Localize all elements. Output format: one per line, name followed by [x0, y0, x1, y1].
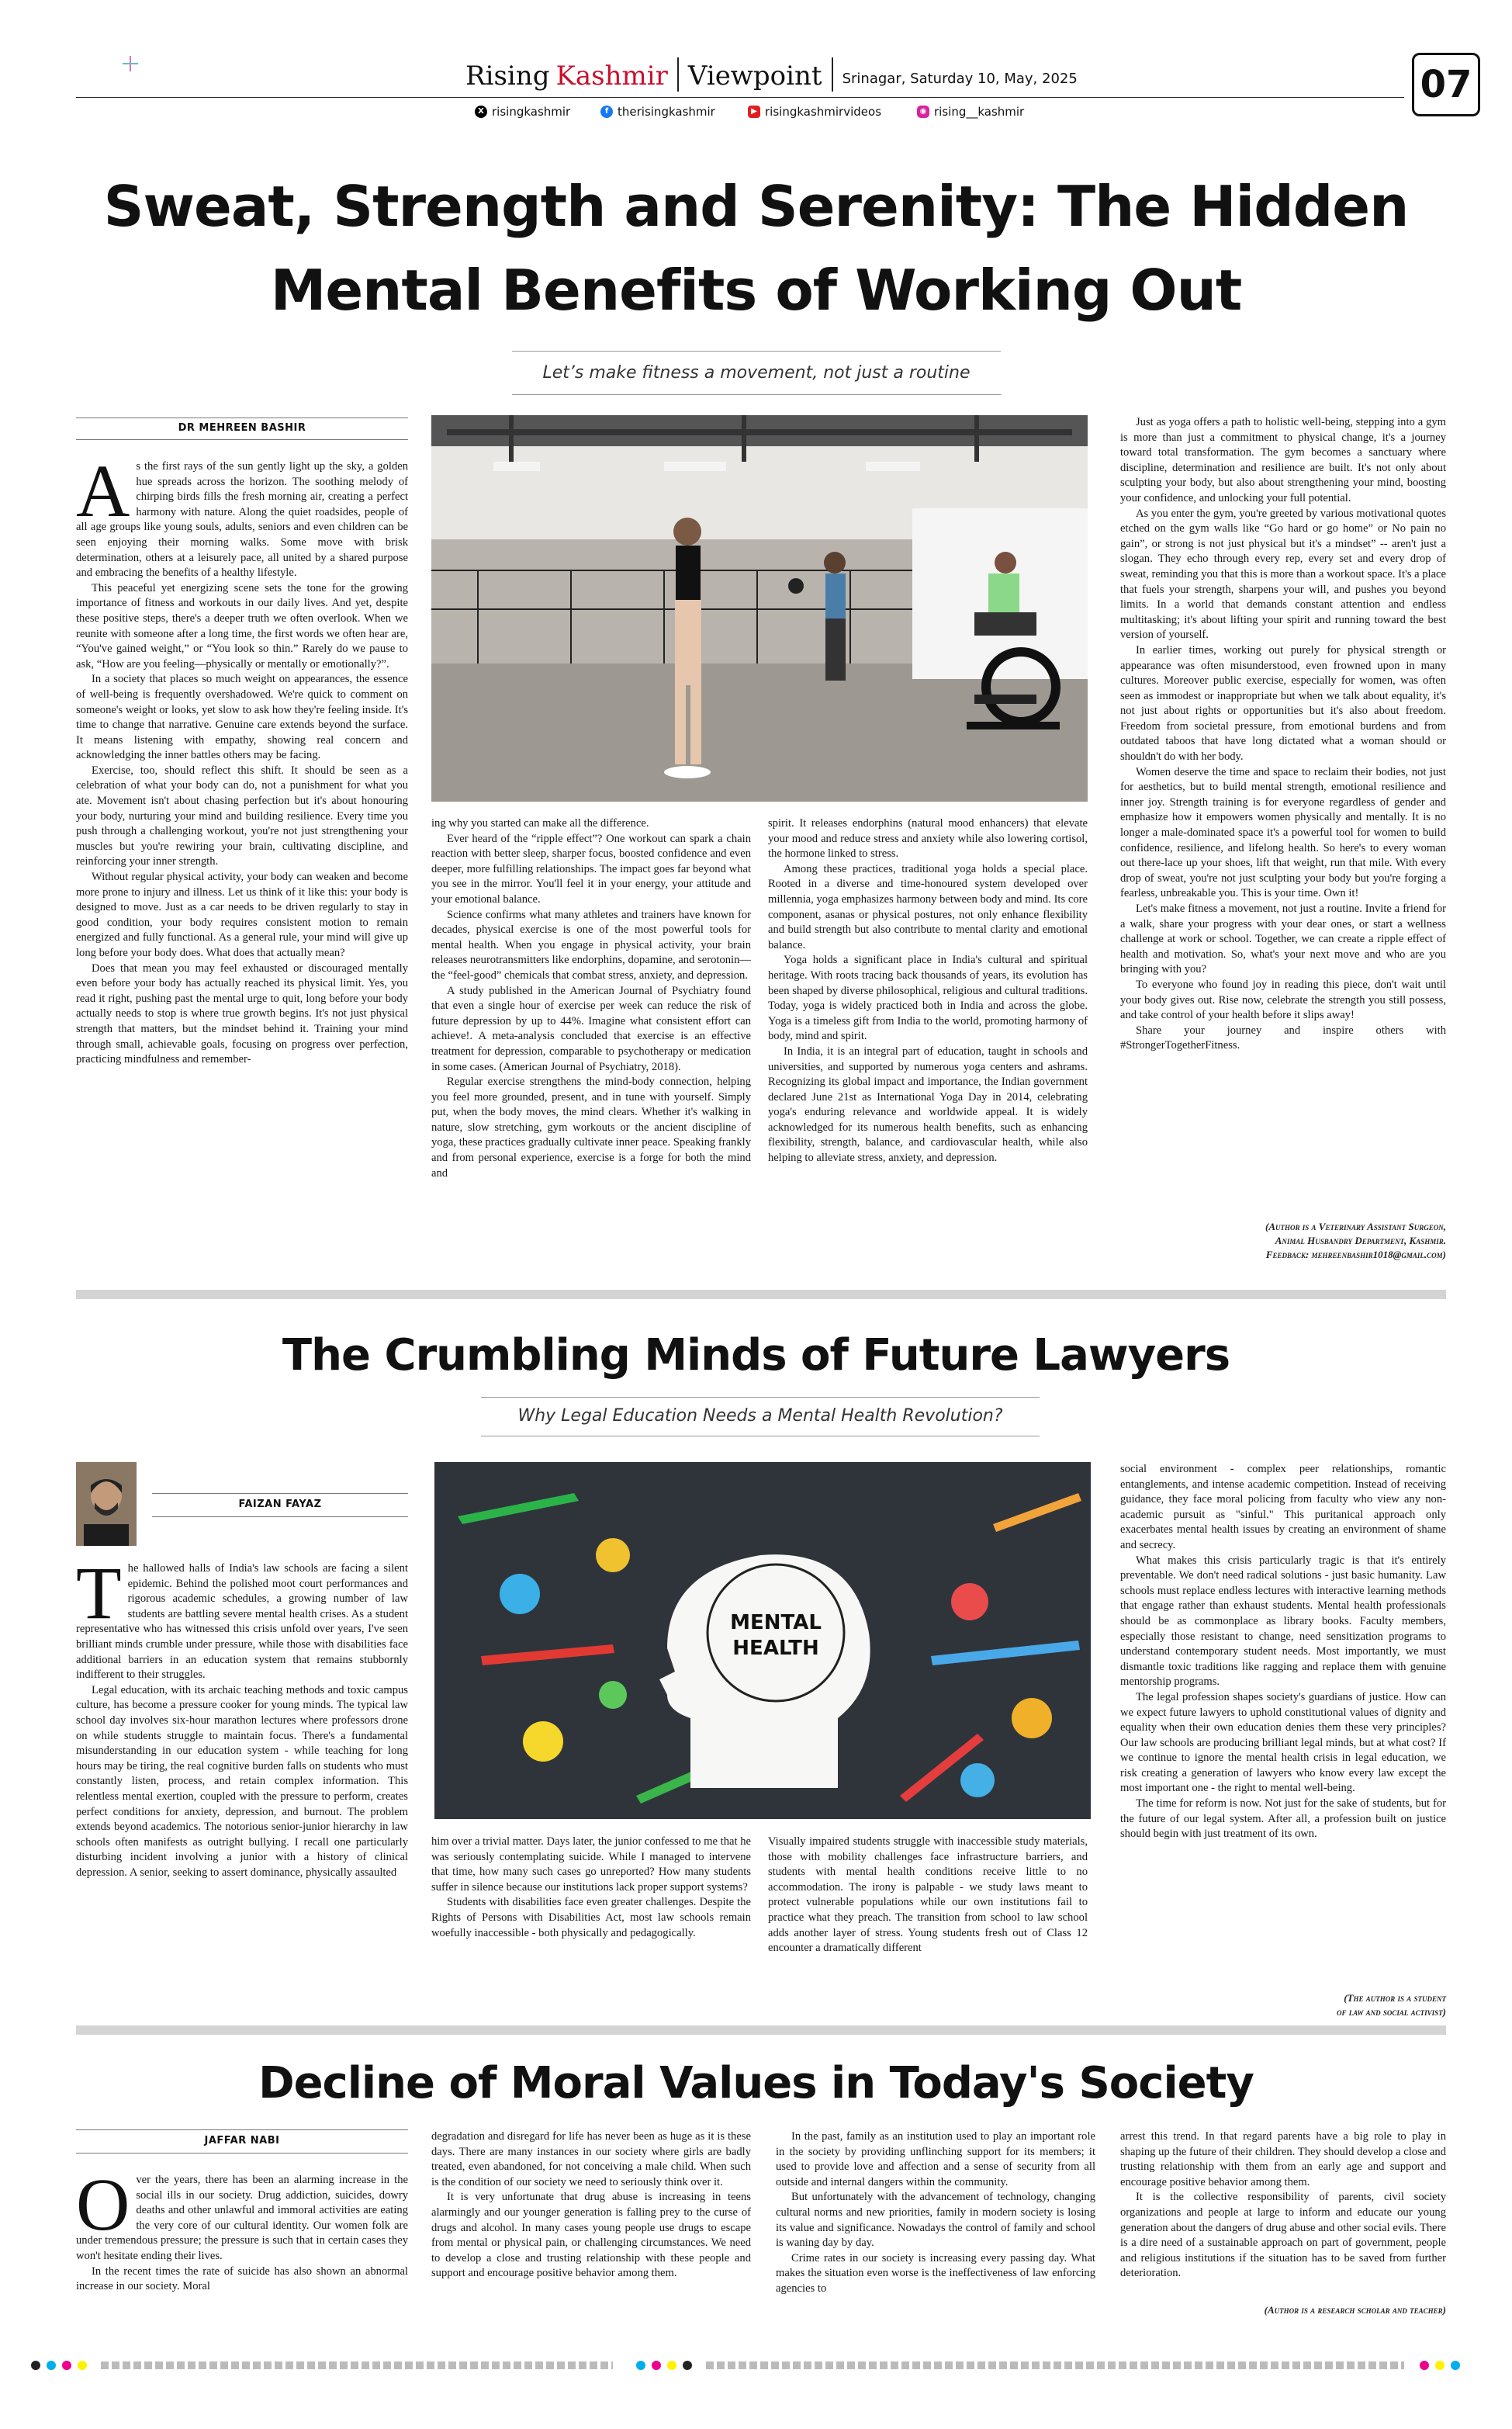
- x-icon: X: [475, 106, 487, 118]
- article3-column-4: arrest this trend. In that regard parents have a big role to play in shaping up the future of their children. They should develop a close and trusting relationship with them from an early age and support and encourage positive behavior among them. It is the collective responsibility of parents, civil society organizations and people at large to inform and educate our young generation about the dangers of drug abuse and other social evils. There is a dire need of a sustainable approach on part of government, people and religious institutions if the situation has to be saved from further deterioration.: [1120, 2130, 1446, 2280]
- color-registration-strip: [31, 2356, 1482, 2375]
- article3-column-1: Over the years, there has been an alarming increase in the social ills in our society. Drug addiction, suicides, dowry deaths and other unlawful and immoral activities are eating the very core of our cultural identity. Our women folk are under tremendous pressure; the pressure is such that in certain cases they won't hesitate ending their lives. In the recent times the rate of suicide has also shown an abnormal increase in our society. Moral: [76, 2173, 408, 2293]
- article1-subtitle: Let’s make fitness a movement, not just a routine: [542, 363, 971, 383]
- subtitle-rule: [512, 351, 1001, 352]
- reg-cyan: [47, 2361, 56, 2370]
- section-name: Viewpoint: [687, 61, 822, 92]
- byline-rule: [76, 439, 408, 440]
- article1-headline-line2: Mental Benefits of Working Out: [270, 258, 1242, 323]
- gym-photo: [431, 415, 1088, 802]
- byline-rule: [76, 2153, 408, 2154]
- article3-byline: JAFFAR NABI: [204, 2135, 280, 2147]
- gym-illustration: [431, 415, 1088, 802]
- registration-mark: [123, 56, 138, 71]
- social-x[interactable]: X risingkashmir: [475, 105, 570, 119]
- article3-dropcap: O: [76, 2173, 130, 2246]
- article3-author-note: (Author is a research scholar and teacher): [1264, 2304, 1446, 2316]
- article3-headline: Decline of Moral Values in Today's Society: [258, 2058, 1254, 2108]
- grey-scale-bar: [101, 2361, 613, 2369]
- masthead-divider: [677, 57, 679, 92]
- article1-column-1: As the first rays of the sun gently light up the sky, a golden hue spreads across the horizon. The soothing melody of chirping birds fills the fresh morning air, creating a perfect harmony with nature. Along the quiet roadsides, people of all age groups like young souls, adults, seniors and even children can be seen enjoying their morning walks. Some move with brisk determination, others at a leisurely pace, all united by a shared purpose and embracing the benefits of a healthy lifestyle. This peaceful yet energizing scene sets the tone for the growing importance of fitness and workouts in our daily lives. And yet, despite these positive steps, there's a deeper truth we often overlook. When we reunite with someone after a long time, the first words we often hear are, “You've gained weight,” or “You look so thin.” Rarely do we pause to ask, “How are you feeling—physically or mentally or emotionally?”. In a society that places so much weight on appearances, the essence of well-being is frequently overshadowed. We're quick to comment on someone's weight or looks, yet slow to ask how they're feeling inside. It's time to change that narrative. Genuine care extends beyond the surface. It means listening with empathy, showing real concern and acknowledging the inner battles others may be facing. Exercise, too, should reflect this shift. It should be seen as a celebration of what your body can do, not a punishment for what you ate. Movement isn't about chasing perfection but it's about honouring your body, nurturing your mind and building resilience. Every time you push through a challenging workout, you're not just strengthening your muscles but you're rewiring your brain, cultivating discipline, and reinforcing your inner strength. Without regular physical activity, your body can weaken and become more prone to injury and illness. Let us think of it like this: your body is designed to move. Just as a car needs to be driven regularly to stay in good condition, your body requires consistent motion to remain energized and fully functional. As a general rule, your mind will give up long before your body does. What does that actually mean? Does that mean you may feel exhausted or discouraged mentally even before your body has actually reached its physical limit. Yes, you read it right, pushing past the mental urge to quit, long before your body actually needs to stop is where true growth begins. It's not just physical strength that matters, but the mindset behind it. Training your mind through small, achievable goals, focusing on progress over perfection, practicing mindfulness and remember-: [76, 459, 408, 1066]
- article3-column-3: In the past, family as an institution used to play an important role in the society by providing unflinching support for its members; it used to provide love and affection and a sense of security from all outside and internal dangers within the community. But unfortunately with the advancement of technology, changing cultural norms and new priorities, family in modern society is losing its value and significance. Nowadays the control of family and school is waning day by day. Crime rates in our society is increasing every passing day. What makes the situation even worse is the ineffectiveness of law enforcing agencies to: [776, 2130, 1095, 2295]
- masthead-rule: [76, 97, 1404, 98]
- article2-column-2: him over a trivial matter. Days later, the junior confessed to me that he was seriously contemplating suicide. While I managed to intervene that time, how many such cases go unreported? How many students suffer in silence because our institutions lack proper support systems? Students with disabilities face even greater challenges. Despite the Rights of Persons with Disabilities Act, most law schools remain woefully inaccessible - both physically and pedagogically.: [431, 1835, 751, 1939]
- section-divider: [76, 2025, 1446, 2035]
- article2-author-note: (The author is a student of law and social activist): [1336, 1992, 1446, 2018]
- brand-kashmir: Kashmir: [555, 61, 668, 92]
- article2-dropcap: T: [76, 1561, 122, 1634]
- byline-rule: [76, 2129, 408, 2130]
- masthead-divider: [832, 57, 833, 92]
- facebook-icon: f: [600, 106, 613, 118]
- instagram-icon: ◉: [917, 106, 929, 118]
- article2-column-1: The hallowed halls of India's law schools are facing a silent epidemic. Behind the polished moot court performances and rigorous academic schedules, a growing number of law students are battling severe mental health crises. As a student representative who has witnessed this crisis unfold over years, I've seen brilliant minds crumble under pressure, while those with disabilities face additional barriers in an education system that remains stubbornly indifferent to their struggles. Legal education, with its archaic teaching methods and toxic campus culture, has become a pressure cooker for young minds. The typical law school day involves six-hour marathon lectures where professors drone on while students struggle to maintain focus. There's a fundamental misunderstanding in our education system - while teaching for long hours may be tiring, the real cognitive burden falls on students who must constantly listen, process, and retain complex information. This relentless mental exertion, coupled with the pressure to perform, creates perfect conditions for anxiety, depression, and burnout. The problem extends beyond academics. The notorious senior-junior hierarchy in law schools often manifests as outright bullying. I recall one particularly disturbing incident involving a junior with a history of clinical depression. A senior, seeking to assert dominance, physically assaulted: [76, 1561, 408, 1879]
- article1-column-2: ing why you started can make all the difference. Ever heard of the “ripple effect”? One workout can spark a chain reaction with better sleep, sharper focus, boosted confidence and even deeper, more fulfilling relationships. The impact goes far beyond what you see in the mirror. You'll feel it in your energy, your attitude and your emotional balance. Science confirms what many athletes and trainers have known for decades, physical exercise is one of the most powerful tools for mental health. When you engage in physical activity, your brain releases neurotransmitters like endorphins, dopamine, and serotonin—the “feel-good” chemicals that combat stress, anxiety, and depression. A study published in the American Journal of Psychiatry found that even a single hour of exercise per week can reduce the risk of future depression by up to 44%. Imagine what consistent effort can achieve!. A meta-analysis concluded that exercise is an effective treatment for depression, comparable to psychotherapy or medication in some cases. (American Journal of Psychiatry, 2018). Regular exercise strengthens the mind-body connection, helping you feel more grounded, present, and in tune with yourself. Simply put, when the body moves, the mind clears. Whether it's walking in nature, slow stretching, gym workouts or the ancient discipline of yoga, these practices gradually cultivate inner peace. Speaking frankly and from personal experience, exercise is a forge for both the mind and: [431, 817, 751, 1180]
- article3-column-2: degradation and disregard for life has never been as huge as it is these days. There are many instances in our society where girls are badly treated, even abandoned, for not conceiving a male child. When such is the condition of our society we need to seriously think over it. It is very unfortunate that drug abuse is increasing in teens alarmingly and our younger generation is falling prey to the curse of drugs and alcohol. In many cases young people use drugs to escape from mental or physical pain, or challenging circumstances. We need to develop a close and trusting relationship with these people and support and encourage positive behavior among them.: [431, 2130, 751, 2280]
- article1-column-3: spirit. It releases endorphins (natural mood enhancers) that elevate your mood and reduce stress and anxiety while also lowering cortisol, the hormone linked to stress. Among these practices, traditional yoga holds a special place. Rooted in a diverse and time-honoured system developed over millennia, yoga emphasizes harmony between body and mind. Its core component, asanas or physical postures, not only enhance flexibility and build strength but also contribute to mental clarity and emotional balance. Yoga holds a significant place in India's cultural and spiritual heritage. With roots tracing back thousands of years, its evolution has been shaped by diverse philosophical, religious and cultural traditions. Today, yoga is widely practiced both in India and across the globe. Yoga is a timeless gift from India to the world, promoting harmony of body, mind and spirit. In India, it is an integral part of education, taught in schools and universities, and supported by numerous yoga centers and ashrams. Recognizing its global impact and importance, the Indian government declared June 21st as International Yoga Day in 2014, celebrating yoga's enduring relevance and worldwide appeal. It is widely acknowledged for its numerous health benefits, such as enhancing flexibility, strength, balance, and cardiovascular health, while also helping to alleviate stress, anxiety, and depression.: [768, 817, 1088, 1165]
- mental-health-photo: [434, 1462, 1091, 1819]
- brand-rising: Rising: [465, 61, 550, 92]
- article2-headline: The Crumbling Minds of Future Lawyers: [282, 1330, 1230, 1381]
- subtitle-rule: [481, 1397, 1040, 1398]
- section-divider: [76, 1290, 1446, 1299]
- article1-column-4: Just as yoga offers a path to holistic well-being, stepping into a gym is more than just a commitment to physical change, it's a journey toward total transformation. The gym becomes a sanctuary where discipline, determination and resilience are built. It's not only about sculpting your body, but also about strengthening your mind, boosting your confidence, and unlocking your full potential. As you enter the gym, you're greeted by various motivational quotes etched on the gym walls like “Go hard or go home” or No pain no gain”, or strong is not just physical but it's a mindset” -- aren't just a slogan. They echo through every rep, every set and every drop of sweat, reminding you that this is more than a workout space. It's a place that fuels your strength, sharpens your will, and pushes you beyond limits. In a world that demands constant attention and endless multitasking; it's about lifting your spirit and running toward the best version of yourself. In earlier times, working out purely for physical strength or appearance was often misunderstood, even frowned upon in many cultures. Moreover public exercise, especially for women, was often seen as immodest or inappropriate but when we talk about equality, it's not just about rights or opportunities but it's also about freedom. Freedom from societal pressure, from emotional burdens and from outdated taboos that have long dictated what a woman should or shouldn't do with her body. Women deserve the time and space to reclaim their bodies, not just for aesthetics, but to build mental strength, emotional resilience and inner joy. Strength training is for everyone regardless of gender and emphasize how it empowers women physically and mentally. It is no longer a male-dominated space it's a powerful tool for women to build confidence, resilience, and lifelong health. So here's to every woman out there-lace up your shoes, lift that weight, run that mile. With every drop of sweat, you're not just sculpting your body but you're forging a fearless, unbreakable you. This is your time. Own it! Let's make fitness a movement, not just a routine. Invite a friend for a walk, share your progress with your dear ones, or start a wellness challenge at work or school. Together, we can create a ripple effect of health and motivation. So, what's your next move and who are you bringing with you? To everyone who found joy in reading this piece, don't wait until your body gives out. Rise now, celebrate the strength you still possess, and take control of your health before it slips away! Share your journey and inspire others with #StrongerTogetherFitness.: [1120, 416, 1446, 1052]
- subtitle-rule: [512, 394, 1001, 395]
- page-number: 07: [1420, 63, 1472, 106]
- article2-subtitle: Why Legal Education Needs a Mental Health Revolution?: [517, 1406, 1003, 1426]
- grey-scale-bar: [706, 2361, 1404, 2369]
- article1-headline-line1: Sweat, Strength and Serenity: The Hidden: [103, 174, 1409, 239]
- article1-byline: DR MEHREEN BASHIR: [178, 422, 306, 434]
- byline-rule: [152, 1493, 408, 1494]
- article2-byline: FAIZAN FAYAZ: [238, 1499, 322, 1510]
- byline-rule: [152, 1516, 408, 1517]
- page-number-box: [1412, 53, 1480, 116]
- author-portrait: [76, 1462, 137, 1546]
- social-instagram[interactable]: ◉ rising__kashmir: [917, 105, 1024, 119]
- reg-black: [31, 2361, 40, 2370]
- article1-dropcap: A: [76, 459, 130, 532]
- article1-author-note: (Author is a Veterinary Assistant Surgeon, Animal Husbandry Department, Kashmir. Feedback: mehreenbashir1018@gmail.com): [1265, 1221, 1446, 1260]
- reg-magenta: [62, 2361, 71, 2370]
- reg-yellow: [78, 2361, 87, 2370]
- social-facebook[interactable]: f therisingkashmir: [600, 105, 715, 119]
- article2-column-3: Visually impaired students struggle with inaccessible study materials, those with mobility challenges face infrastructure barriers, and students with mental health conditions receive little to no accommodation. The irony is palpable - we study laws meant to protect vulnerable populations while our own institutions fail to practice what they preach. The transition from school to law school adds another layer of stress. Young students fresh out of Class 12 encounter a dramatically different: [768, 1835, 1088, 1955]
- masthead: [465, 53, 1086, 92]
- social-bar: [475, 105, 1064, 125]
- youtube-icon: ▶: [748, 106, 760, 118]
- mental-health-illustration: [434, 1462, 1091, 1819]
- social-youtube[interactable]: ▶ risingkashmirvideos: [748, 105, 881, 119]
- article2-column-4: social environment - complex peer relationships, romantic entanglements, and intense academic competition. Instead of receiving guidance, they face moral policing from faculty who view any non-academic pursuit as "sinful." This puritanical approach only exacerbates mental health issues by creating an environment of shame and secrecy. What makes this crisis particularly tragic is that it's entirely preventable. We don't need radical solutions - just basic humanity. Law schools must replace endless lectures with interactive learning methods that engage rather than exhaust students. Mental health professionals should be as commonplace as library books. Faculty members, especially those resistant to change, need sensitization programs to understand contemporary student needs. Most importantly, we must dismantle toxic traditions like ragging and replace them with genuine mentorship programs. The legal profession shapes society's guardians of justice. How can we expect future lawyers to uphold constitutional values of dignity and equality when their own education denies them these very principles? Our law schools are producing brilliant legal minds, but at what cost? If we continue to ignore the mental health crisis in legal education, we risk creating a generation of lawyers who know every law except the most important one - the right to mental well-being. The time for reform is now. Not just for the sake of students, but for the future of our legal system. After all, a profession built on justice should begin with just treatment of its own.: [1120, 1463, 1446, 1841]
- image-word-health: HEALTH: [732, 1637, 819, 1660]
- issue-date: Srinagar, Saturday 10, May, 2025: [842, 71, 1078, 87]
- author-photo: [76, 1462, 137, 1546]
- image-word-mental: MENTAL: [730, 1611, 822, 1634]
